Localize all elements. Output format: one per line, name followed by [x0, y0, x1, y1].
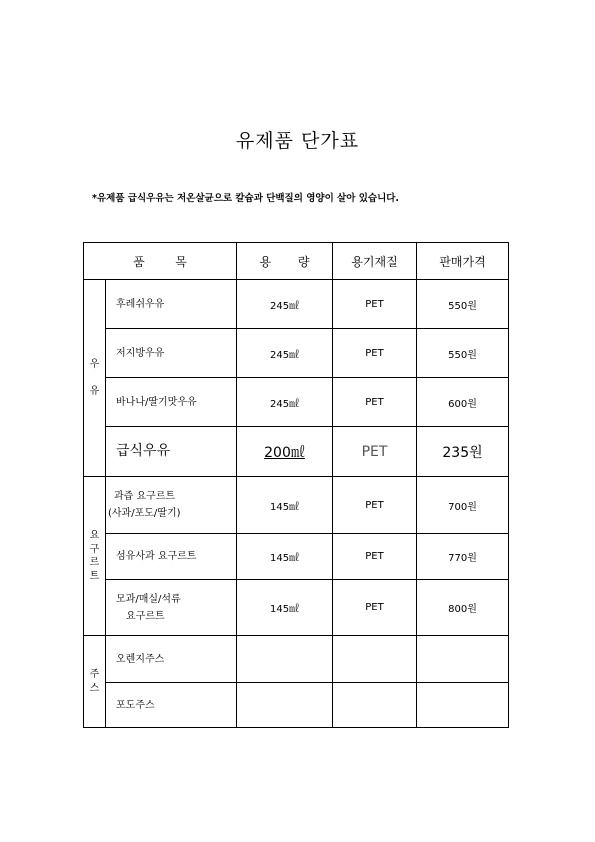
- item-name: [106, 477, 237, 534]
- item-name: 급식우유: [106, 427, 237, 477]
- table-row: [84, 329, 509, 378]
- category-char: 주: [89, 669, 100, 680]
- item-volume: 245㎖: [237, 329, 333, 378]
- header-row: [84, 243, 509, 280]
- item-material: PET: [333, 534, 417, 580]
- category-char: 요: [89, 530, 100, 541]
- item-material: PET: [333, 329, 417, 378]
- item-volume: 145㎖: [237, 477, 333, 534]
- category-char: 우: [89, 358, 100, 370]
- item-material: [333, 636, 417, 683]
- note-text: *유제품 급식우유는 저온살균으로 칼슘과 단백질의 영양이 살아 있습니다.: [92, 193, 400, 204]
- item-name-line: 요구르트: [126, 610, 165, 622]
- table-row: [84, 636, 509, 683]
- table-row: [84, 280, 509, 329]
- header-volume: [237, 243, 333, 280]
- item-name: 섬유사과 요구르트: [106, 534, 237, 580]
- price-table: [83, 242, 509, 728]
- item-material: PET: [333, 427, 417, 477]
- item-material: PET: [333, 378, 417, 427]
- table-row: [84, 683, 509, 728]
- item-name: 바나나/딸기맛우유: [106, 378, 237, 427]
- header-item-b: 목: [175, 254, 187, 269]
- table-row: [84, 580, 509, 636]
- item-name: 포도주스: [106, 683, 237, 728]
- category-char: 유: [89, 385, 100, 397]
- header-volume-a: 용: [259, 254, 272, 269]
- item-volume: 245㎖: [237, 280, 333, 329]
- item-price: 800원: [417, 580, 509, 636]
- item-name: 후레쉬우유: [106, 280, 237, 329]
- item-price: [417, 683, 509, 728]
- item-price: 235원: [417, 427, 509, 477]
- item-price: 600원: [417, 378, 509, 427]
- item-material: PET: [333, 477, 417, 534]
- header-price: 판매가격: [417, 243, 509, 280]
- category-char: 스: [89, 682, 100, 694]
- header-material: 용기재질: [333, 243, 417, 280]
- category-milk: [84, 280, 106, 477]
- item-name: 저지방우유: [106, 329, 237, 378]
- item-price: 770원: [417, 534, 509, 580]
- table-row: [84, 378, 509, 427]
- item-volume: [237, 636, 333, 683]
- header-item-a: 품: [133, 254, 145, 269]
- category-char: 구: [89, 543, 100, 555]
- item-material: PET: [333, 280, 417, 329]
- item-volume: [237, 683, 333, 728]
- item-name: [106, 580, 237, 636]
- item-price: 700원: [417, 477, 509, 534]
- table-row: [84, 427, 509, 477]
- category-char: 르: [89, 557, 100, 568]
- item-price: [417, 636, 509, 683]
- item-volume: 145㎖: [237, 580, 333, 636]
- header-item: [84, 243, 237, 280]
- item-price: 550원: [417, 329, 509, 378]
- item-material: [333, 683, 417, 728]
- table-row: [84, 534, 509, 580]
- table-row: [84, 477, 509, 534]
- item-volume: 245㎖: [237, 378, 333, 427]
- category-char: 트: [89, 570, 100, 582]
- category-juice: [84, 636, 106, 728]
- item-name-line: 과즙 요구르트: [114, 491, 176, 502]
- item-price: 550원: [417, 280, 509, 329]
- category-yogurt: [84, 477, 106, 636]
- page-title: 유제품 단가표: [235, 130, 360, 152]
- item-name: 오렌지주스: [106, 636, 237, 683]
- item-volume: 145㎖: [237, 534, 333, 580]
- item-material: PET: [333, 580, 417, 636]
- item-name-line: 모과/매실/석류: [116, 593, 181, 605]
- header-volume-b: 량: [297, 254, 310, 269]
- item-volume: 200㎖: [237, 427, 333, 477]
- item-name-line: (사과/포도/딸기): [108, 508, 181, 519]
